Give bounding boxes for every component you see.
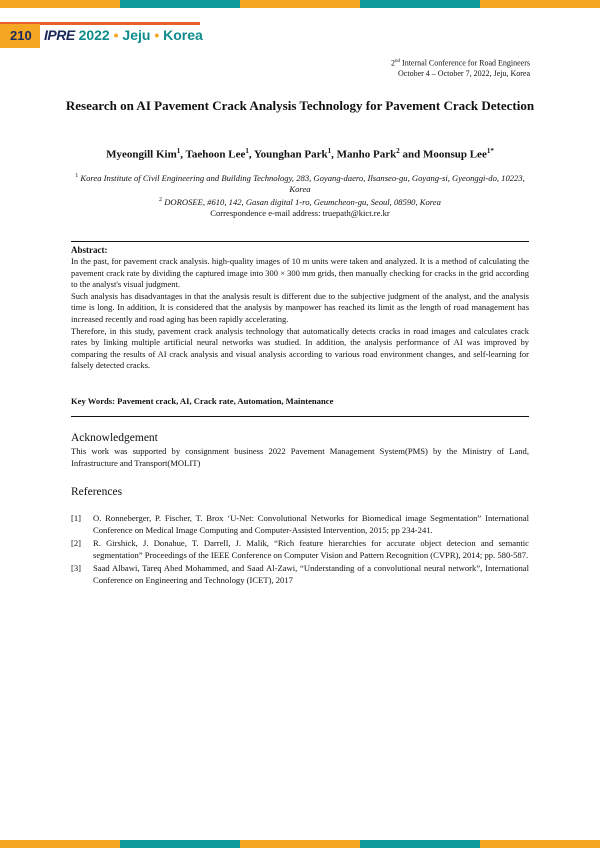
bottom-color-band <box>0 840 600 848</box>
reference-text: O. Ronneberger, P. Fischer, T. Brox ‘U-Net: Convolutional Networks for Biomedical image Segmentation” International Conference on Medical Image Computing and Computer-Assisted Intervention, 2015; pp 234-241. <box>93 513 529 535</box>
conf-ordinal: 2 <box>391 58 396 68</box>
top-color-band <box>0 0 600 8</box>
reference-item <box>71 563 529 586</box>
abstract-bottom-rule <box>71 416 529 417</box>
author-name: Younghan Park <box>253 148 328 161</box>
reference-number: [2] <box>71 538 82 549</box>
abstract-paragraph: Such analysis has disadvantages in that the analysis result is different due to the subjective judgment of the analyst, and the analysis time is long. In addition, It is considered that the analysis by manpower has reached its limit as the length of road management has increased recently and road aging has been rapidly accelerating. <box>71 290 529 324</box>
logo-mark: IPRE <box>44 27 75 43</box>
abstract-paragraph: Therefore, in this study, pavement crack analysis technology that automatically detects cracks in road images and calculates crack rates by linking multiple artificial neural networks was studied. In addition, the analysis performance of AI was improved by comparing the results of AI crack analysis and visual analysis according to various road environment changes, and self-learning for falsely detected cracks. <box>71 325 529 371</box>
author-list <box>60 147 540 161</box>
logo-place-korea: Korea <box>163 27 203 43</box>
reference-item <box>71 538 529 561</box>
conf-name: Internal Conference for Road Engineers <box>400 58 530 68</box>
author-name: Taehoon Lee <box>185 148 246 161</box>
paper-title: Research on AI Pavement Crack Analysis Technology for Pavement Crack Detection <box>65 98 535 113</box>
reference-text: Saad Albawi, Tareq Abed Mohammed, and Saad Al-Zawi, “Understanding of a convolutional neural network”, International Conference on Engineering and Technology (ICET), 2017 <box>93 563 529 585</box>
references-heading: References <box>71 486 123 498</box>
author-separator: , <box>180 148 186 161</box>
author-name: Manho Park <box>336 148 397 161</box>
logo-dot-icon: • <box>154 27 160 43</box>
author-affil-mark: 1 <box>327 147 332 155</box>
affiliation-2: DOROSEE, #610, 142, Gasan digital 1-ro, Geumcheon-gu, Seoul, 08590, Korea <box>164 196 441 207</box>
reference-text: R. Girshick, J. Donahue, T. Darrell, J. Malik, “Rich feature hierarchies for accurate object detecion and semantic segmentation” Proceedings of the IEEE Conference on Computer Vision and Pattern Recognition (CVPR), 2014; pp. 580-587. <box>93 538 529 560</box>
reference-number: [1] <box>71 513 82 523</box>
abstract-paragraph: In the past, for pavement crack analysis. high-quality images of 10 m units were taken and analyzed. It is a method of calculating the pavement crack rate by dividing the captured image into 300 × 300 mm grids, then manually checking for cracks in the grid according to the analyst's visual judgment. <box>71 256 529 290</box>
affiliation-1: Korea Institute of Civil Engineering and Building Technology, 283, Goyang-daero, Ilsanseo-gu, Goyang-si, Gyeonggi-do, 10223, Korea <box>80 172 525 194</box>
conference-logo <box>44 27 203 43</box>
logo-year: 2022 <box>78 27 110 43</box>
author-separator: and <box>399 148 423 161</box>
logo-dot-icon: • <box>113 27 119 43</box>
conf-dates: October 4 – October 7, 2022, Jeju, Korea <box>398 68 530 78</box>
author-affil-mark: 2 <box>396 147 400 155</box>
abstract-heading: Abstract: <box>71 245 108 255</box>
reference-number: [3] <box>71 563 82 574</box>
author-affil-mark: 1* <box>486 147 494 155</box>
correspondence-email: Correspondence e-mail address: truepath@kict.re.kr <box>210 207 390 218</box>
abstract-body <box>71 256 529 372</box>
author-name: Moonsup Lee <box>422 148 487 161</box>
reference-item <box>71 513 529 536</box>
acknowledgement-text: This work was supported by consignment business 2022 Pavement Management System(PMS) by the Ministry of Land, Infrastructure and Transport(MOLIT) <box>71 446 529 468</box>
keywords: Key Words: Pavement crack, AI, Crack rate, Automation, Maintenance <box>71 396 334 406</box>
author-affil-mark: 1 <box>245 147 249 155</box>
author-affil-mark: 1 <box>176 147 181 155</box>
abstract-top-rule <box>71 241 529 242</box>
logo-place-jeju: Jeju <box>122 27 151 43</box>
author-separator: , <box>248 148 254 161</box>
affiliations <box>70 171 530 219</box>
reference-list <box>71 513 529 589</box>
affil2-mark: 2 <box>159 196 163 203</box>
acknowledgement-heading: Acknowledgement <box>71 432 158 444</box>
author-separator: , <box>331 148 337 161</box>
affil1-mark: 1 <box>75 173 79 179</box>
conference-info <box>391 57 530 79</box>
conf-ordinal-sup: nd <box>395 59 401 64</box>
page-number: 210 <box>0 24 40 48</box>
author-name: Myeongill Kim <box>106 148 177 161</box>
